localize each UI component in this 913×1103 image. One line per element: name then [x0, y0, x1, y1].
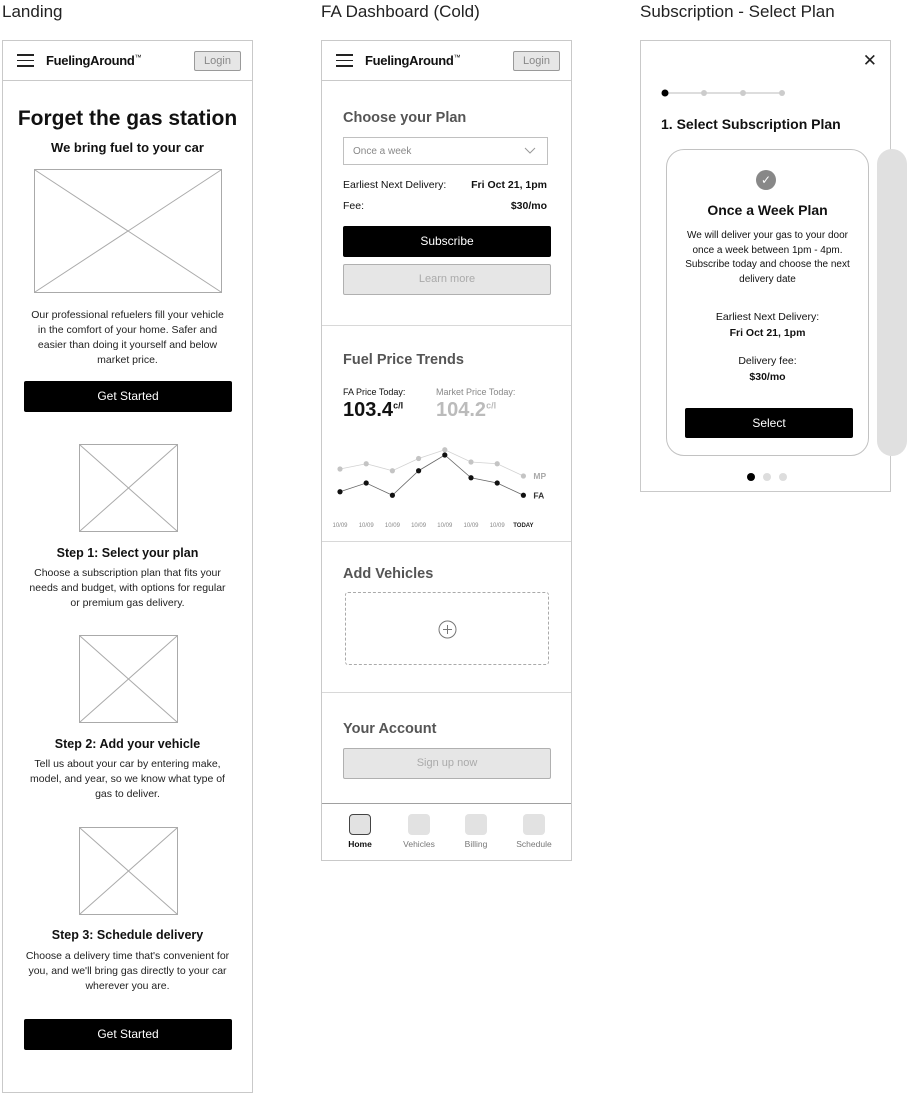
fa-price-label: FA Price Today: — [343, 387, 406, 397]
fuel-trends-title: Fuel Price Trends — [343, 352, 464, 368]
get-started-button[interactable]: Get Started — [24, 381, 232, 412]
landing-title: Forget the gas station — [17, 107, 238, 130]
plan-name: Once a Week Plan — [707, 202, 828, 218]
delivery-fee-label: Delivery fee: — [738, 355, 797, 367]
step3-image-placeholder — [79, 827, 178, 915]
data-point-mp — [442, 447, 447, 452]
data-point-mp — [468, 459, 473, 464]
step1-title: Step 1: Select your plan — [56, 546, 199, 560]
plan-select[interactable] — [343, 137, 548, 165]
price-trend-chart — [332, 435, 566, 533]
next-plan-card-peek[interactable] — [877, 149, 907, 456]
step2-text: Tell us about your car by entering make, model, and year, so we know what type of gas to deliver. — [30, 758, 225, 800]
data-point-fa — [495, 480, 500, 485]
hamburger-menu-icon[interactable] — [336, 54, 353, 67]
step-progress-indicator — [661, 87, 787, 99]
nav-schedule[interactable] — [511, 814, 557, 849]
bottom-nav — [322, 803, 571, 862]
x-tick-label: 10/09 — [463, 523, 479, 529]
fee-label: Fee: — [343, 200, 365, 212]
data-point-mp — [390, 468, 395, 473]
x-tick-label: 10/09 — [384, 523, 400, 529]
close-icon[interactable]: ✕ — [862, 51, 877, 70]
step3-title: Step 3: Schedule delivery — [51, 928, 204, 942]
next-delivery-value: Fri Oct 21, 1pm — [471, 179, 547, 191]
hamburger-menu-icon[interactable] — [17, 54, 34, 67]
data-point-mp — [521, 473, 526, 478]
x-tick-label: 10/09 — [489, 523, 505, 529]
x-tick-label: 10/09 — [437, 523, 453, 529]
section-divider — [322, 692, 571, 693]
chevron-down-icon — [525, 148, 535, 154]
fa-price-value: $103.4^{c/l}$ — [343, 399, 404, 421]
data-point-fa — [416, 468, 421, 473]
billing-icon — [465, 814, 487, 835]
landing-screen — [2, 40, 253, 1093]
dashboard-frame-label: FA Dashboard (Cold) — [321, 2, 480, 21]
subscription-frame-label: Subscription - Select Plan — [640, 2, 835, 21]
nav-home-label: Home — [348, 839, 372, 849]
next-delivery-value: Fri Oct 21, 1pm — [729, 327, 806, 339]
step2-title: Step 2: Add your vehicle — [54, 737, 201, 751]
market-price-label: Market Price Today: — [436, 387, 516, 397]
brand-logo: FuelingAround™ — [46, 53, 142, 68]
series-label-mp: MP — [533, 471, 547, 481]
dashboard-screen — [321, 40, 572, 861]
x-tick-label: 10/09 — [358, 523, 374, 529]
home-icon — [349, 814, 371, 835]
checkmark-icon: ✓ — [756, 170, 776, 190]
nav-vehicles-label: Vehicles — [403, 839, 435, 849]
delivery-fee-value: $30/mo — [749, 371, 786, 383]
choose-plan-title: Choose your Plan — [343, 110, 467, 126]
plan-description: We will deliver your gas to your door once a week between 1pm - 4pm. Subscribe today and choose the next delivery date — [685, 230, 850, 285]
nav-home[interactable] — [340, 814, 380, 849]
data-point-mp — [495, 461, 500, 466]
series-label-fa: FA — [533, 490, 545, 501]
subscribe-button[interactable]: Subscribe — [343, 226, 551, 257]
series-line-fa — [340, 455, 523, 495]
hero-image-placeholder — [34, 169, 222, 293]
data-point-fa — [364, 480, 369, 485]
learn-more-button[interactable]: Learn more — [343, 264, 551, 295]
landing-subtitle: We bring fuel to your car — [51, 140, 204, 155]
add-circle-icon[interactable] — [438, 620, 457, 639]
add-vehicles-title: Add Vehicles — [343, 566, 434, 582]
login-button[interactable]: Login — [513, 51, 560, 71]
nav-schedule-label: Schedule — [516, 839, 552, 849]
add-vehicle-area[interactable] — [345, 592, 549, 665]
sign-up-button[interactable]: Sign up now — [343, 748, 551, 779]
fee-value: $30/mo — [510, 200, 547, 212]
plan-card[interactable] — [666, 149, 869, 456]
data-point-fa — [468, 475, 473, 480]
data-point-mp — [416, 456, 421, 461]
x-tick-label: TODAY — [513, 523, 534, 529]
dashboard-header — [322, 41, 571, 81]
plan-select-value: Once a week — [353, 146, 412, 157]
step1-image-placeholder — [79, 444, 178, 532]
vehicles-icon — [408, 814, 430, 835]
nav-vehicles[interactable] — [398, 814, 440, 849]
step2-image-placeholder — [79, 635, 178, 723]
get-started-bottom-button[interactable]: Get Started — [24, 1019, 232, 1050]
step1-text: Choose a subscription plan that fits your needs and budget, with options for regular or premium gas delivery. — [29, 567, 226, 609]
carousel-dots — [746, 472, 790, 482]
market-price-value: $104.2^{c/l}$ — [436, 399, 497, 421]
landing-frame-label: Landing — [2, 2, 63, 21]
section-divider — [322, 541, 571, 542]
next-delivery-label: Earliest Next Delivery: — [715, 311, 820, 323]
schedule-icon — [523, 814, 545, 835]
data-point-fa — [521, 493, 526, 498]
step-title: 1. Select Subscription Plan — [661, 116, 841, 132]
brand-logo: FuelingAround™ — [365, 53, 461, 68]
your-account-title: Your Account — [343, 721, 437, 737]
x-tick-label: 10/09 — [411, 523, 427, 529]
next-delivery-label: Earliest Next Delivery: — [343, 179, 447, 191]
landing-header — [3, 41, 252, 81]
data-point-mp — [364, 461, 369, 466]
nav-billing[interactable] — [456, 814, 496, 849]
data-point-mp — [337, 466, 342, 471]
x-tick-label: 10/09 — [332, 523, 348, 529]
landing-intro-text: Our professional refuelers fill your vehicle in the comfort of your home. Safer and easier than doing it yourself and below market price. — [31, 309, 224, 366]
select-plan-button[interactable]: Select — [685, 408, 853, 438]
login-button[interactable]: Login — [194, 51, 241, 71]
nav-billing-label: Billing — [464, 839, 488, 849]
section-divider — [322, 325, 571, 326]
data-point-fa — [390, 493, 395, 498]
data-point-fa — [337, 489, 342, 494]
data-point-fa — [442, 452, 447, 457]
step3-text: Choose a delivery time that's convenient for you, and we'll bring gas directly to your car wherever you are. — [25, 950, 230, 992]
subscription-screen — [640, 40, 891, 492]
